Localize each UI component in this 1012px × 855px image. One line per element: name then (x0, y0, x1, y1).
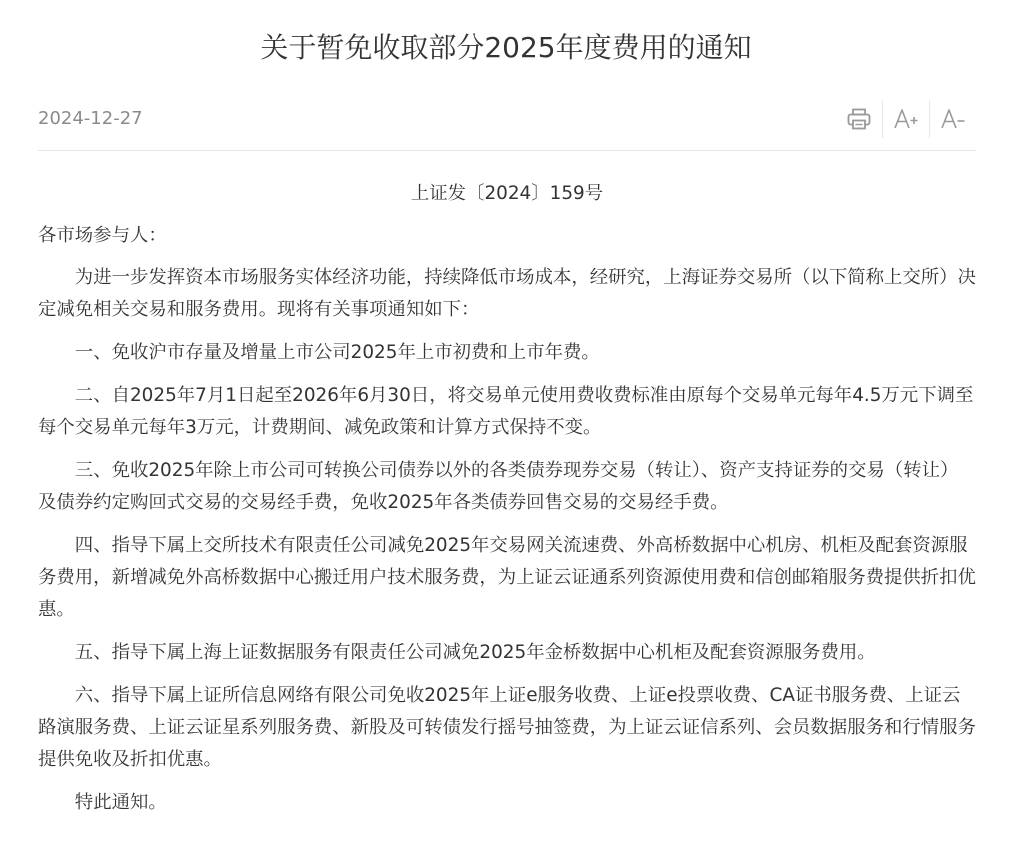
salutation: 各市场参与人： (38, 225, 167, 246)
article-toolbar (836, 98, 976, 140)
document-number: 上证发〔2024〕159号 (410, 183, 604, 204)
page-title: 关于暂免收取部分2025年度费用的通知 (260, 31, 752, 64)
paragraph-intro: 为进一步发挥资本市场服务实体经济功能，持续降低市场成本，经研究，上海证券交易所（以下简称上交所）决定减免相关交易和服务费用。现将有关事项通知如下： (38, 267, 976, 320)
paragraph-item-4: 四、指导下属上交所技术有限责任公司减免2025年交易网关流速费、外高桥数据中心机房、机柜及配套资源服务费用，新增减免外高桥数据中心搬迁用户技术服务费，为上证云证通系列资源使用费和信创邮箱服务费提供折扣优惠。 (38, 535, 976, 620)
font-decrease-button[interactable] (929, 100, 976, 138)
font-increase-icon (893, 108, 919, 130)
paragraph-item-5: 五、指导下属上海上证数据服务有限责任公司减免2025年金桥数据中心机柜及配套资源服务费用。 (74, 642, 876, 663)
paragraph-item-6: 六、指导下属上证所信息网络有限公司免收2025年上证e服务收费、上证e投票收费、CA证书服务费、上证云路演服务费、上证云证星系列服务费、新股及可转债发行摇号抽签费，为上证云证信系列、会员数据服务和行情服务提供免收及折扣优惠。 (38, 685, 976, 770)
paragraph-item-1: 一、免收沪市存量及增量上市公司2025年上市初费和上市年费。 (74, 342, 600, 363)
paragraph-item-2: 二、自2025年7月1日起至2026年6月30日，将交易单元使用费收费标准由原每个交易单元每年4.5万元下调至每个交易单元每年3万元，计费期间、减免政策和计算方式保持不变。 (38, 385, 974, 438)
paragraph-item-3: 三、免收2025年除上市公司可转换公司债券以外的各类债券现券交易（转让）、资产支持证券的交易（转让）及债券约定购回式交易的交易经手费，免收2025年各类债券回售交易的交易经手费。 (38, 460, 959, 513)
print-button[interactable] (836, 100, 882, 138)
notice-content (38, 178, 976, 819)
publish-date: 2024-12-27 (38, 108, 143, 129)
print-icon (847, 108, 871, 130)
closing-text: 特此通知。 (74, 792, 167, 813)
font-decrease-icon (940, 108, 966, 130)
font-increase-button[interactable] (882, 100, 929, 138)
meta-bar (38, 98, 976, 151)
